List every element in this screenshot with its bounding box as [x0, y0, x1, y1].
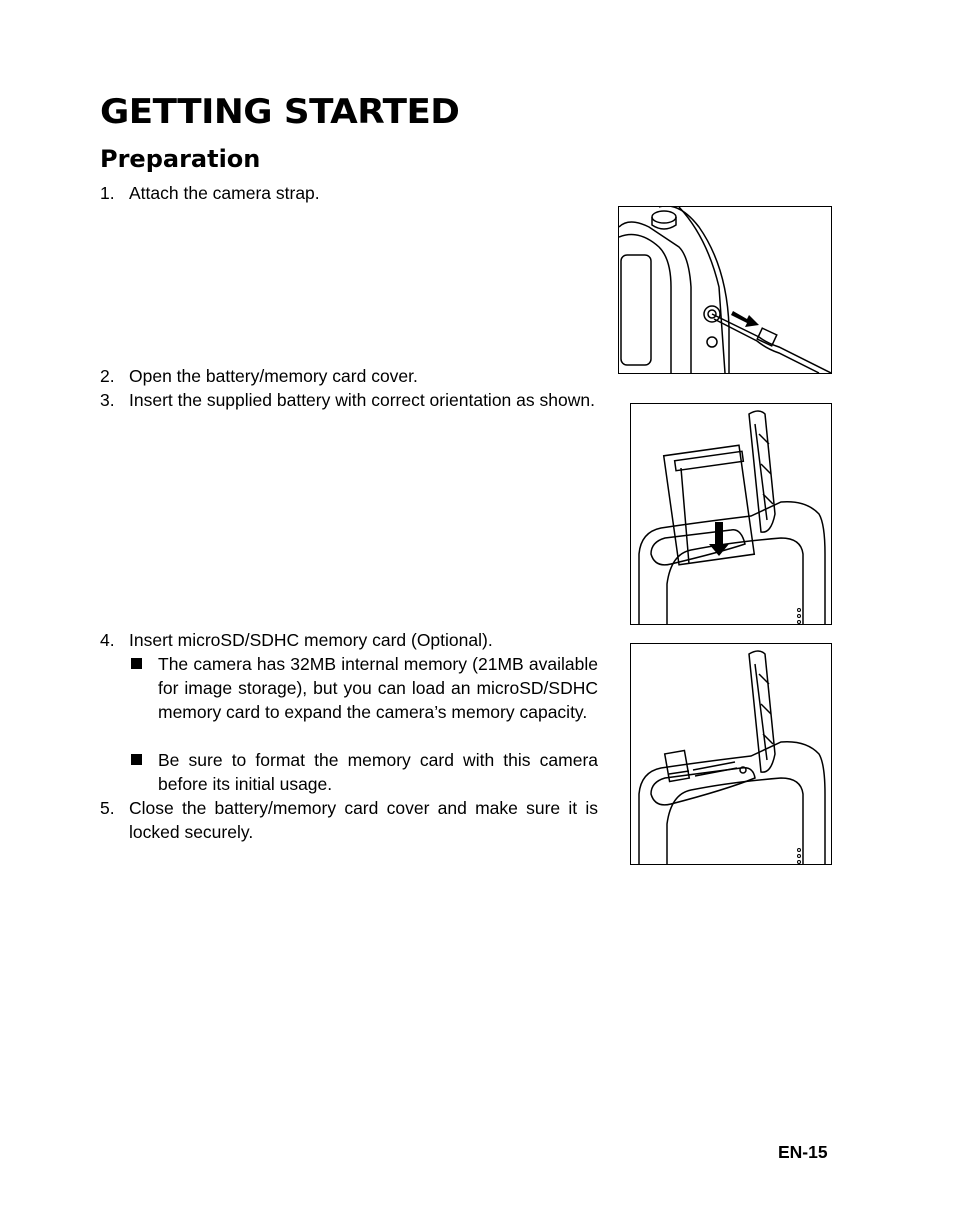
memory-card-icon	[631, 644, 831, 864]
step-text: Insert microSD/SDHC memory card (Optional).	[129, 630, 493, 650]
memory-card-figure	[630, 643, 832, 865]
page-number: EN-15	[778, 1142, 828, 1162]
battery-icon	[631, 404, 831, 624]
step-number: 2.	[100, 366, 115, 386]
battery-figure	[630, 403, 832, 625]
page-title: GETTING STARTED	[100, 92, 460, 132]
camera-strap-figure	[618, 206, 832, 374]
step-number: 3.	[100, 390, 115, 410]
step-text: Insert the supplied battery with correct orientation as shown.	[129, 390, 595, 410]
bullet-text: The camera has 32MB internal memory (21MB available for image storage), but you can load an microSD/SDHC memory card to expand the camera’s memory capacity.	[158, 654, 598, 722]
step-text: Open the battery/memory card cover.	[129, 366, 418, 386]
step-number: 5.	[100, 798, 115, 818]
bullet-icon	[131, 754, 142, 765]
step-number: 4.	[100, 630, 115, 650]
step-number: 1.	[100, 183, 115, 203]
step-text: Attach the camera strap.	[129, 183, 320, 203]
section-title: Preparation	[100, 145, 261, 173]
camera-strap-icon	[619, 207, 831, 373]
bullet-text: Be sure to format the memory card with this camera before its initial usage.	[158, 750, 598, 794]
step-text: Close the battery/memory card cover and make sure it is locked securely.	[129, 798, 598, 842]
bullet-icon	[131, 658, 142, 669]
